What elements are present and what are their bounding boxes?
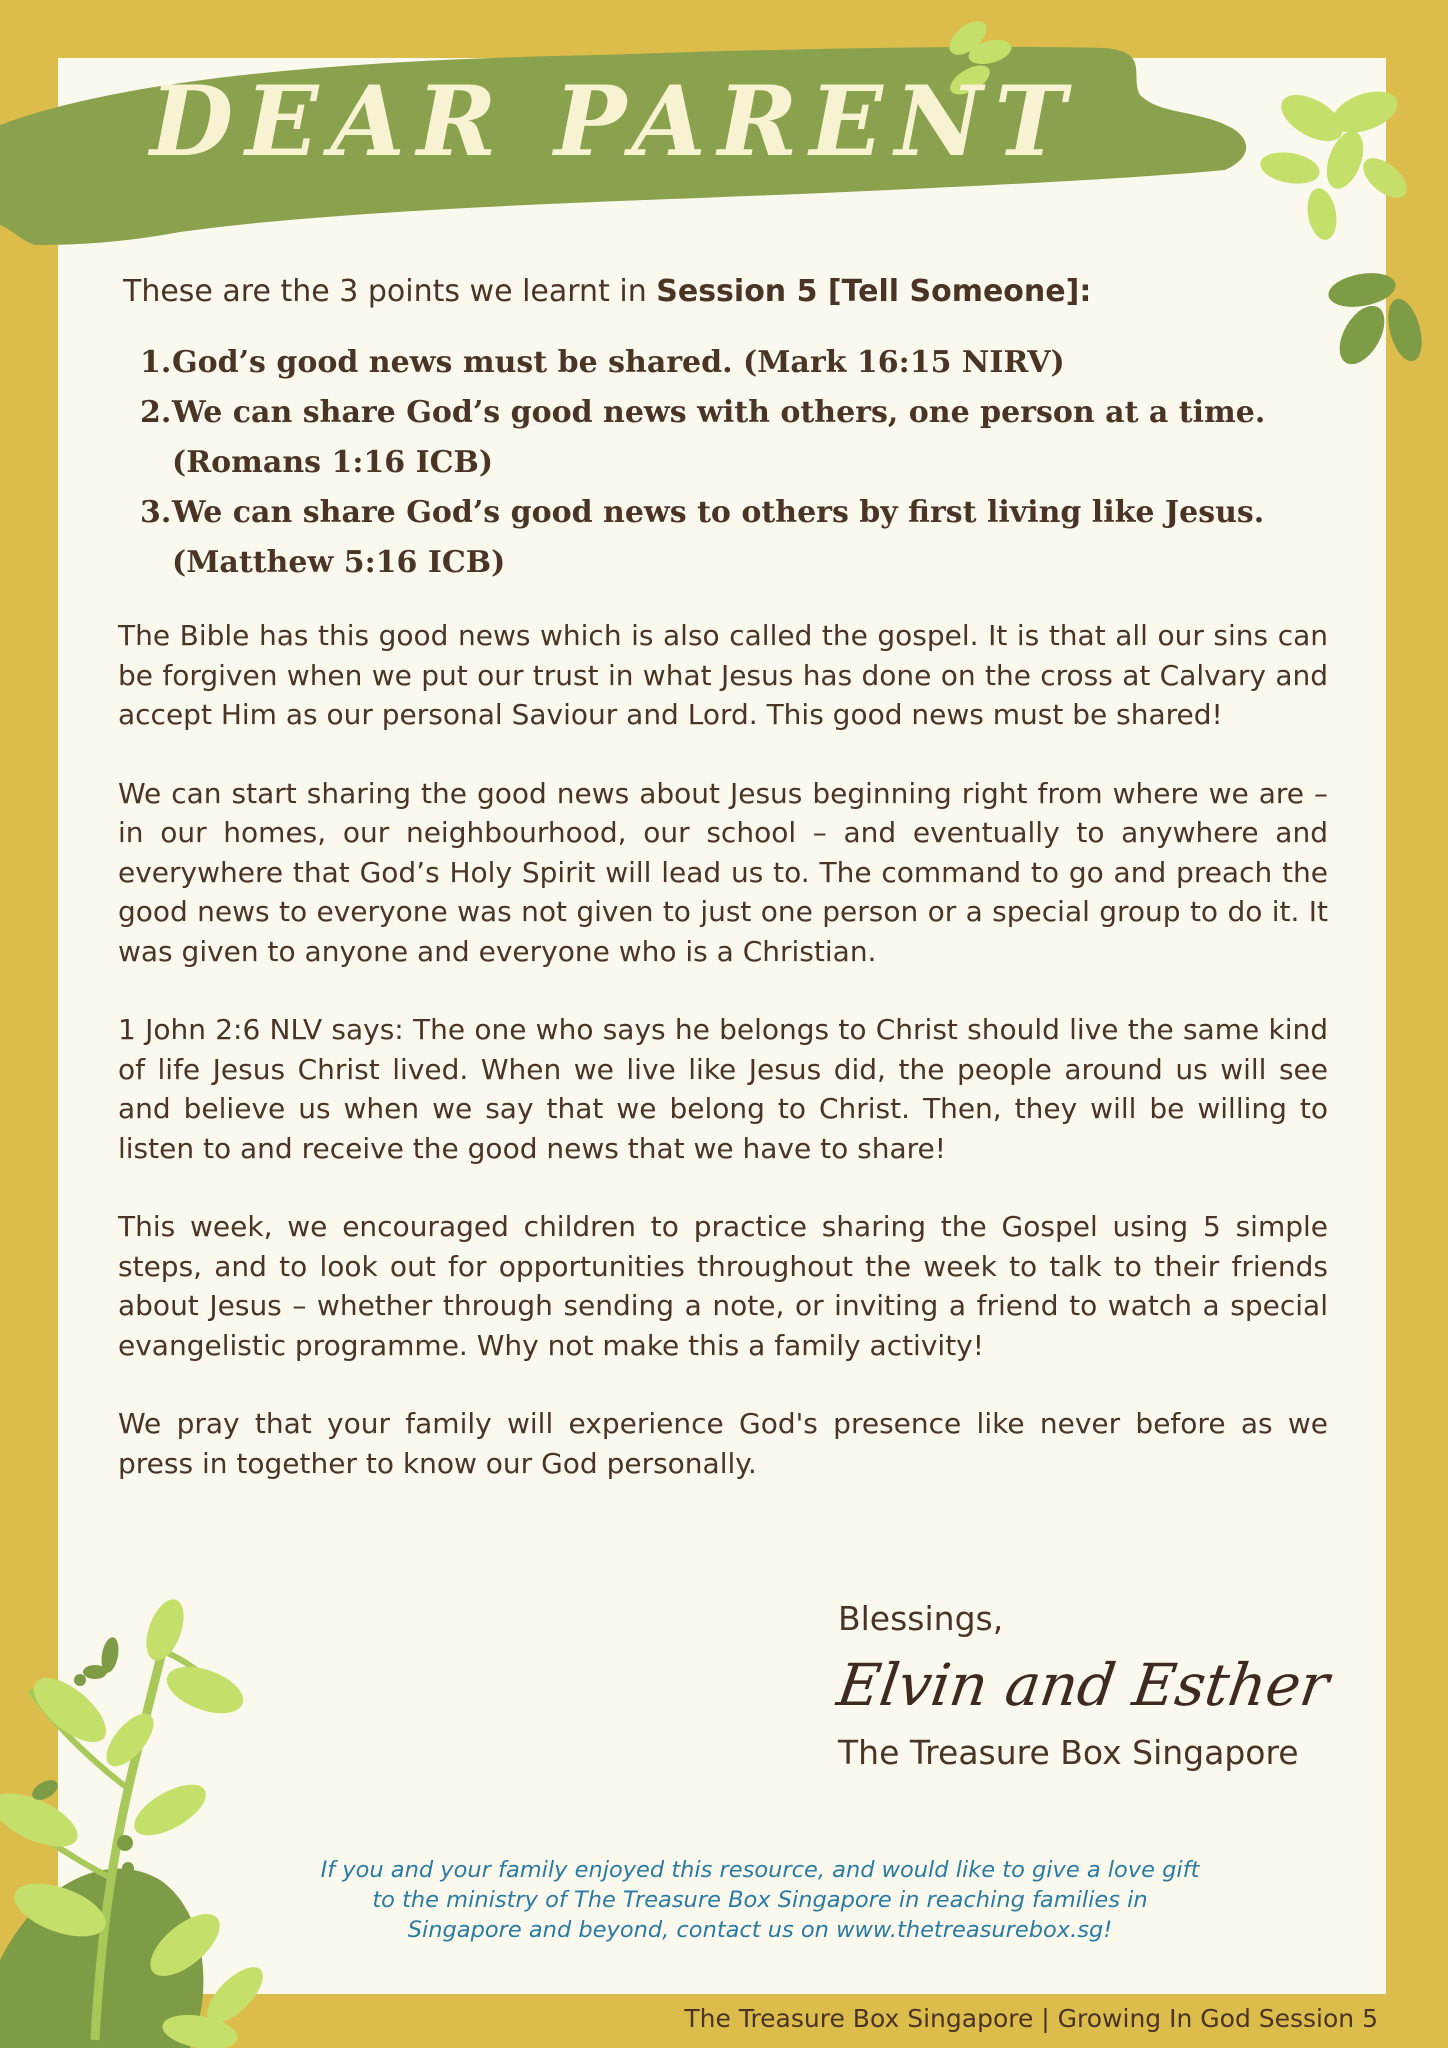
plant-icon	[0, 1594, 272, 2048]
learning-points	[118, 338, 1328, 588]
signoff	[833, 1595, 1334, 1777]
paragraph-gospel: The Bible has this good news which is also called the gospel. It is that all our sins can be forgiven when we put our trust in what Jesus has done on the cross at Calvary and accept Him as our personal Saviour and Lord. This good news must be shared!	[118, 619, 1328, 731]
point-text: We can share God’s good news with others, one person at a time. (Romans 1:16 ICB)	[172, 395, 1266, 480]
letter-body	[118, 268, 1328, 1522]
paragraph-sharing: We can start sharing the good news about Jesus beginning right from where we are – in our homes, our neighbourhood, our school – and eventually to anywhere and everywhere that God’s Holy Spirit will lead us to. The command to go and preach the good news to everyone was not given to just one person or a special group to do it. It was given to anyone and everyone who is a Christian.	[118, 776, 1328, 968]
paragraph-prayer: We pray that your family will experience God's presence like never before as we press in together to know our God personally.	[118, 1407, 1328, 1480]
point-text: We can share God’s good news to others by first living like Jesus. (Matthew 5:16 ICB)	[172, 495, 1265, 580]
list-item	[118, 388, 1328, 488]
point-number: 3.	[140, 495, 172, 530]
page-title: DEAR PARENT	[150, 65, 1078, 178]
organization-name: The Treasure Box Singapore	[838, 1733, 1299, 1772]
gift-note: If you and your family enjoyed this resource, and would like to give a love gift to the ministry of The Treasure Box Singapore in reaching families in Singapore and beyond, contact us on www.thetreasurebox.sg!	[320, 1857, 1200, 1943]
signature: Elvin and Esther	[833, 1651, 1334, 1719]
list-item	[118, 338, 1328, 388]
paragraph-living: 1 John 2:6 NLV says: The one who says he belongs to Christ should live the same kind of life Jesus Christ lived. When we live like Jesus did, the people around us will see and believe us when we say that we belong to Christ. Then, they will be willing to listen to and receive the good news that we have to share!	[118, 1013, 1328, 1165]
intro-lead: These are the 3 points we learnt in	[123, 274, 657, 309]
point-text: God’s good news must be shared. (Mark 16:15 NIRV)	[172, 345, 1065, 380]
session-name: Session 5 [Tell Someone]:	[656, 274, 1092, 309]
point-number: 1.	[140, 345, 172, 380]
page-footer: The Treasure Box Singapore | Growing In God Session 5	[684, 2004, 1378, 2033]
greeting: Blessings,	[838, 1599, 1004, 1638]
list-item	[118, 488, 1328, 588]
paragraph-this-week: This week, we encouraged children to practice sharing the Gospel using 5 simple steps, and to look out for opportunities throughout the week to talk to their friends about Jesus – whether through sending a note, or inviting a friend to watch a special evangelistic programme. Why not make this a family activity!	[118, 1210, 1328, 1362]
intro-line	[123, 268, 1328, 316]
point-number: 2.	[140, 395, 172, 430]
